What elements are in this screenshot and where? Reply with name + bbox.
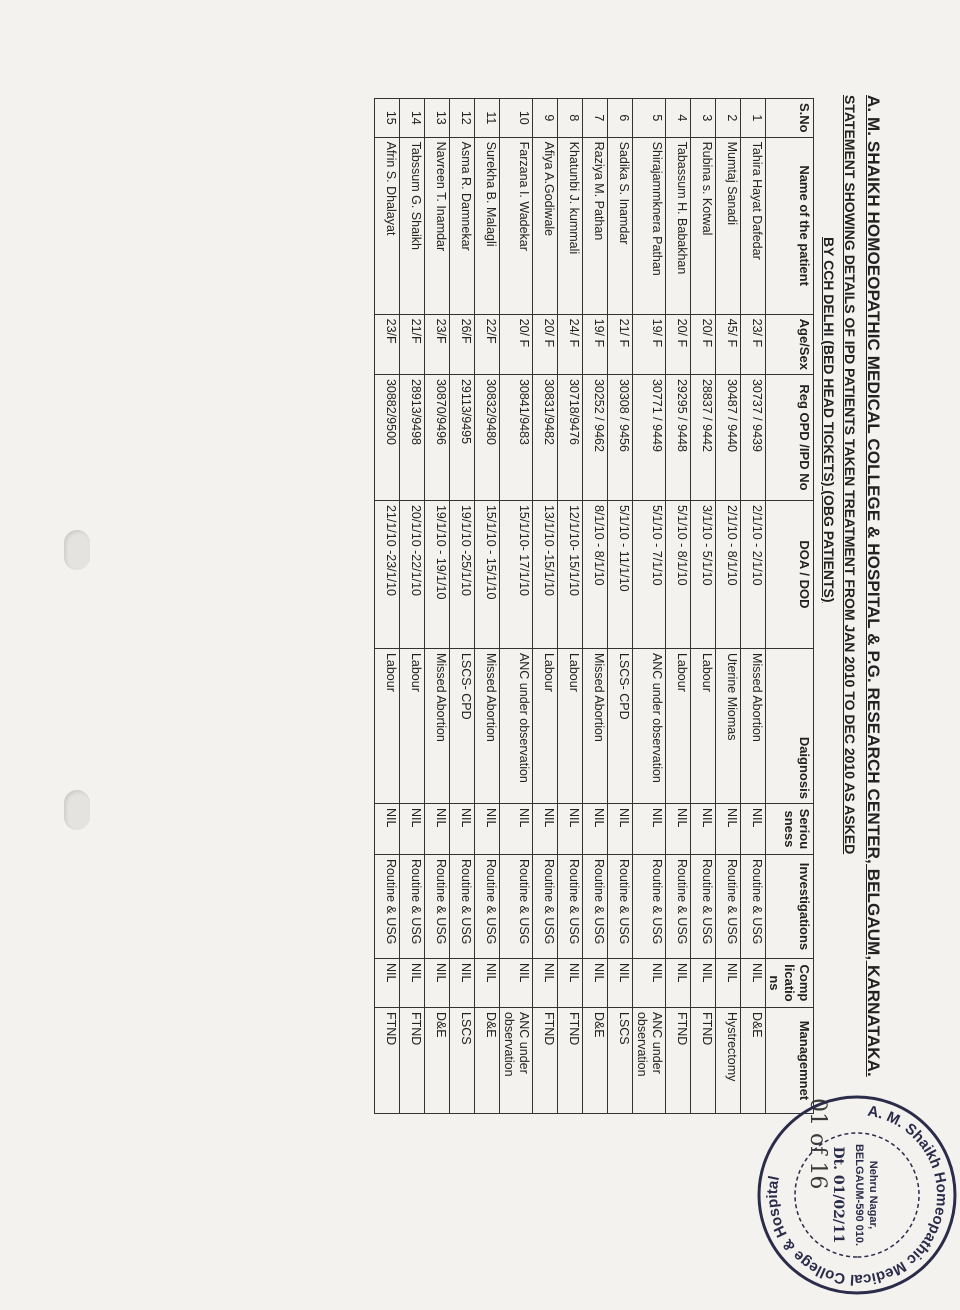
cell-sno: 1: [741, 99, 766, 138]
cell-management: D&E: [425, 1007, 450, 1113]
stamp-address-line1: Nehru Nagar,: [867, 1160, 879, 1230]
cell-name: Shirajammknera Pathan: [633, 137, 666, 314]
table-row: [400, 99, 425, 1114]
cell-management: Hystrectomy: [716, 1007, 741, 1113]
cell-reg: 30882/9500: [375, 374, 400, 500]
table-header-row: [766, 99, 814, 1114]
institution-title: A. M. SHAIKH HOMOEOPATHIC MEDICAL COLLEGE & HOSPITAL & P.G. RESEARCH CENTER, BELGAUM, KARNATAKA.: [864, 95, 883, 1077]
cell-reg: 30487 / 9440: [716, 374, 741, 500]
cell-investigations: Routine & USG: [400, 854, 425, 958]
col-reg-no: Reg OPD /IPD No: [766, 374, 814, 500]
cell-diagnosis: Labour: [533, 648, 558, 803]
cell-reg: 28837 / 9442: [691, 374, 716, 500]
table-body: [375, 99, 766, 1114]
cell-seriousness: NIL: [533, 803, 558, 854]
cell-age: 24/ F: [558, 314, 583, 374]
cell-management: FTND: [375, 1007, 400, 1113]
cell-complications: NIL: [375, 958, 400, 1007]
cell-diagnosis: Missed Abortion: [741, 648, 766, 803]
col-management: Managemnet: [766, 1007, 814, 1113]
cell-diagnosis: Missed Abortion: [475, 648, 500, 803]
cell-sno: 3: [691, 99, 716, 138]
cell-management: FTND: [400, 1007, 425, 1113]
college-seal-stamp: [752, 1090, 960, 1300]
table-row: [375, 99, 400, 1114]
cell-complications: NIL: [400, 958, 425, 1007]
cell-age: 19/ F: [583, 314, 608, 374]
table-row: [583, 99, 608, 1114]
cell-investigations: Routine & USG: [691, 854, 716, 958]
col-investigations: Investigations: [766, 854, 814, 958]
cell-management: D&E: [475, 1007, 500, 1113]
cell-name: Surekha B. Malagli: [475, 137, 500, 314]
col-sno: S.No: [766, 99, 814, 138]
cell-doa: 13/1/10 -15/1/10: [533, 500, 558, 648]
cell-diagnosis: LSCS- CPD: [450, 648, 475, 803]
cell-name: Tabassum H. Babakhan: [666, 137, 691, 314]
cell-reg: 29295 / 9448: [666, 374, 691, 500]
cell-name: Tabssum G. Shaikh: [400, 137, 425, 314]
cell-doa: 19/1/10 - 19/1/10: [425, 500, 450, 648]
cell-reg: 30841/9483: [500, 374, 533, 500]
col-seriousness: Seriousness: [766, 803, 814, 854]
cell-complications: NIL: [475, 958, 500, 1007]
table-row: [450, 99, 475, 1114]
cell-age: 21/ F: [608, 314, 633, 374]
cell-complications: NIL: [425, 958, 450, 1007]
cell-seriousness: NIL: [558, 803, 583, 854]
cell-sno: 2: [716, 99, 741, 138]
cell-sno: 12: [450, 99, 475, 138]
cell-management: FTND: [558, 1007, 583, 1113]
cell-investigations: Routine & USG: [716, 854, 741, 958]
cell-management: LSCS: [450, 1007, 475, 1113]
cell-management: FTND: [666, 1007, 691, 1113]
cell-diagnosis: Uterine Miomas: [716, 648, 741, 803]
cell-seriousness: NIL: [716, 803, 741, 854]
cell-investigations: Routine & USG: [666, 854, 691, 958]
cell-age: 23/ F: [741, 314, 766, 374]
col-complications: Complications: [766, 958, 814, 1007]
cell-investigations: Routine & USG: [608, 854, 633, 958]
cell-management: FTND: [533, 1007, 558, 1113]
cell-age: 22/F: [475, 314, 500, 374]
cell-complications: NIL: [583, 958, 608, 1007]
table-row: [475, 99, 500, 1114]
cell-management: ANC under observation: [500, 1007, 533, 1113]
col-diagnosis: Daignosis: [766, 648, 814, 803]
cell-doa: 15/1/10 - 15/1/10: [475, 500, 500, 648]
cell-seriousness: NIL: [666, 803, 691, 854]
cell-reg: 30308 / 9456: [608, 374, 633, 500]
cell-diagnosis: Missed Abortion: [425, 648, 450, 803]
cell-age: 20/ F: [666, 314, 691, 374]
cell-reg: 28913/9498: [400, 374, 425, 500]
cell-reg: 30832/9480: [475, 374, 500, 500]
cell-seriousness: NIL: [691, 803, 716, 854]
cell-sno: 8: [558, 99, 583, 138]
table-row: [633, 99, 666, 1114]
table-row: [608, 99, 633, 1114]
cell-complications: NIL: [666, 958, 691, 1007]
cell-name: Mumtaj Sanadi: [716, 137, 741, 314]
cell-sno: 4: [666, 99, 691, 138]
col-age-sex: Age/Sex: [766, 314, 814, 374]
cell-investigations: Routine & USG: [375, 854, 400, 958]
table-row: [425, 99, 450, 1114]
statement-title: STATEMENT SHOWING DETAILS OF IPD PATIENTS TAKEN TREATMENT FROM JAN 2010 TO DEC 2010 AS ASKED: [842, 95, 858, 855]
cell-investigations: Routine & USG: [633, 854, 666, 958]
cell-investigations: Routine & USG: [450, 854, 475, 958]
cell-sno: 15: [375, 99, 400, 138]
cell-doa: 12/1/10- 15/1/10: [558, 500, 583, 648]
cell-reg: 30252 / 9462: [583, 374, 608, 500]
cell-complications: NIL: [558, 958, 583, 1007]
cell-age: 45/ F: [716, 314, 741, 374]
cell-investigations: Routine & USG: [558, 854, 583, 958]
cell-doa: 21/1/10 -23/1/10: [375, 500, 400, 648]
cell-name: Navreen T. Inamdar: [425, 137, 450, 314]
cell-complications: NIL: [450, 958, 475, 1007]
cell-name: Afiya A.Godiwale: [533, 137, 558, 314]
table-row: [716, 99, 741, 1114]
cell-name: Asma R. Damnekar: [450, 137, 475, 314]
cell-name: Rubina s. Kotwal: [691, 137, 716, 314]
cell-diagnosis: ANC under observation: [633, 648, 666, 803]
cell-management: LSCS: [608, 1007, 633, 1113]
cell-seriousness: NIL: [741, 803, 766, 854]
cell-seriousness: NIL: [425, 803, 450, 854]
cell-seriousness: NIL: [400, 803, 425, 854]
cell-doa: 15/1/10- 17/1/10: [500, 500, 533, 648]
cell-age: 20/ F: [691, 314, 716, 374]
cell-diagnosis: Labour: [375, 648, 400, 803]
cell-seriousness: NIL: [450, 803, 475, 854]
cell-doa: 5/1/10 - 8/1/10: [666, 500, 691, 648]
cell-doa: 5/1/10 - 11/1/10: [608, 500, 633, 648]
cell-age: 23/F: [375, 314, 400, 374]
cell-name: Farzana I. Wadekar: [500, 137, 533, 314]
cell-complications: NIL: [741, 958, 766, 1007]
cell-management: FTND: [691, 1007, 716, 1113]
cell-age: 23/F: [425, 314, 450, 374]
cell-investigations: Routine & USG: [741, 854, 766, 958]
cell-doa: 3/1/10 - 5/1/10: [691, 500, 716, 648]
cell-name: Khatunbi J. kummali: [558, 137, 583, 314]
cell-reg: 30737 / 9439: [741, 374, 766, 500]
cell-complications: NIL: [500, 958, 533, 1007]
cell-age: 19/ F: [633, 314, 666, 374]
col-doa-dod: DOA / DOD: [766, 500, 814, 648]
cell-sno: 10: [500, 99, 533, 138]
col-name: Name of the patient: [766, 137, 814, 314]
table-row: [691, 99, 716, 1114]
cell-age: 20/ F: [500, 314, 533, 374]
cell-sno: 14: [400, 99, 425, 138]
cell-age: 26/F: [450, 314, 475, 374]
cell-investigations: Routine & USG: [500, 854, 533, 958]
cell-seriousness: NIL: [608, 803, 633, 854]
cell-doa: 20/1/10 -22/1/10: [400, 500, 425, 648]
cell-reg: 30718/9476: [558, 374, 583, 500]
cell-diagnosis: Labour: [558, 648, 583, 803]
page-number: 01 of 16: [805, 1098, 830, 1190]
cell-investigations: Routine & USG: [533, 854, 558, 958]
cell-diagnosis: Labour: [400, 648, 425, 803]
cell-doa: 19/1/10 -25/1/10: [450, 500, 475, 648]
cell-complications: NIL: [716, 958, 741, 1007]
cell-name: Afrin S. Dhalayat: [375, 137, 400, 314]
cell-diagnosis: Labour: [666, 648, 691, 803]
cell-seriousness: NIL: [475, 803, 500, 854]
cell-sno: 5: [633, 99, 666, 138]
cell-investigations: Routine & USG: [425, 854, 450, 958]
cell-investigations: Routine & USG: [475, 854, 500, 958]
cell-seriousness: NIL: [375, 803, 400, 854]
cell-seriousness: NIL: [633, 803, 666, 854]
cell-reg: 30831/9482: [533, 374, 558, 500]
cell-sno: 7: [583, 99, 608, 138]
cell-doa: 2/1/10 - 8/1/10: [716, 500, 741, 648]
cell-reg: 30771 / 9449: [633, 374, 666, 500]
stamp-ring-text: A. M. Shaikh Homeopathic Medical College & Hospital: [763, 1102, 951, 1289]
cell-doa: 8/1/10 - 8/1/10: [583, 500, 608, 648]
ipd-patients-table: [374, 98, 814, 1114]
cell-sno: 6: [608, 99, 633, 138]
cell-management: D&E: [583, 1007, 608, 1113]
cell-management: ANC under observation: [633, 1007, 666, 1113]
cell-age: 21/F: [400, 314, 425, 374]
table-row: [500, 99, 533, 1114]
stamp-date: Dt. 01/02/11: [830, 1146, 846, 1244]
cell-sno: 13: [425, 99, 450, 138]
statement-subtitle: BY CCH DELHI (BED HEAD TICKETS) (OBG PATIENTS): [821, 237, 837, 603]
cell-complications: NIL: [608, 958, 633, 1007]
cell-seriousness: NIL: [583, 803, 608, 854]
cell-doa: 2/1/10 - 2/1/10: [741, 500, 766, 648]
cell-sno: 9: [533, 99, 558, 138]
cell-seriousness: NIL: [500, 803, 533, 854]
cell-name: Tahira Hayat Dafedar: [741, 137, 766, 314]
table-row: [666, 99, 691, 1114]
stamp-address-line2: BELGAUM-590 010.: [853, 1143, 865, 1247]
cell-name: Raziya M. Pathan: [583, 137, 608, 314]
cell-complications: NIL: [633, 958, 666, 1007]
cell-doa: 5/1/10 - 7/1/10: [633, 500, 666, 648]
cell-age: 20/ F: [533, 314, 558, 374]
cell-investigations: Routine & USG: [583, 854, 608, 958]
cell-sno: 11: [475, 99, 500, 138]
cell-diagnosis: LSCS- CPD: [608, 648, 633, 803]
table-row: [533, 99, 558, 1114]
cell-reg: 29113/9495: [450, 374, 475, 500]
cell-management: D&E: [741, 1007, 766, 1113]
cell-complications: NIL: [533, 958, 558, 1007]
cell-diagnosis: Labour: [691, 648, 716, 803]
table-row: [558, 99, 583, 1114]
table-row: [741, 99, 766, 1114]
cell-complications: NIL: [691, 958, 716, 1007]
cell-diagnosis: ANC under observation: [500, 648, 533, 803]
cell-diagnosis: Missed Abortion: [583, 648, 608, 803]
cell-reg: 30870/9496: [425, 374, 450, 500]
cell-name: Sadika S. Inamdar: [608, 137, 633, 314]
